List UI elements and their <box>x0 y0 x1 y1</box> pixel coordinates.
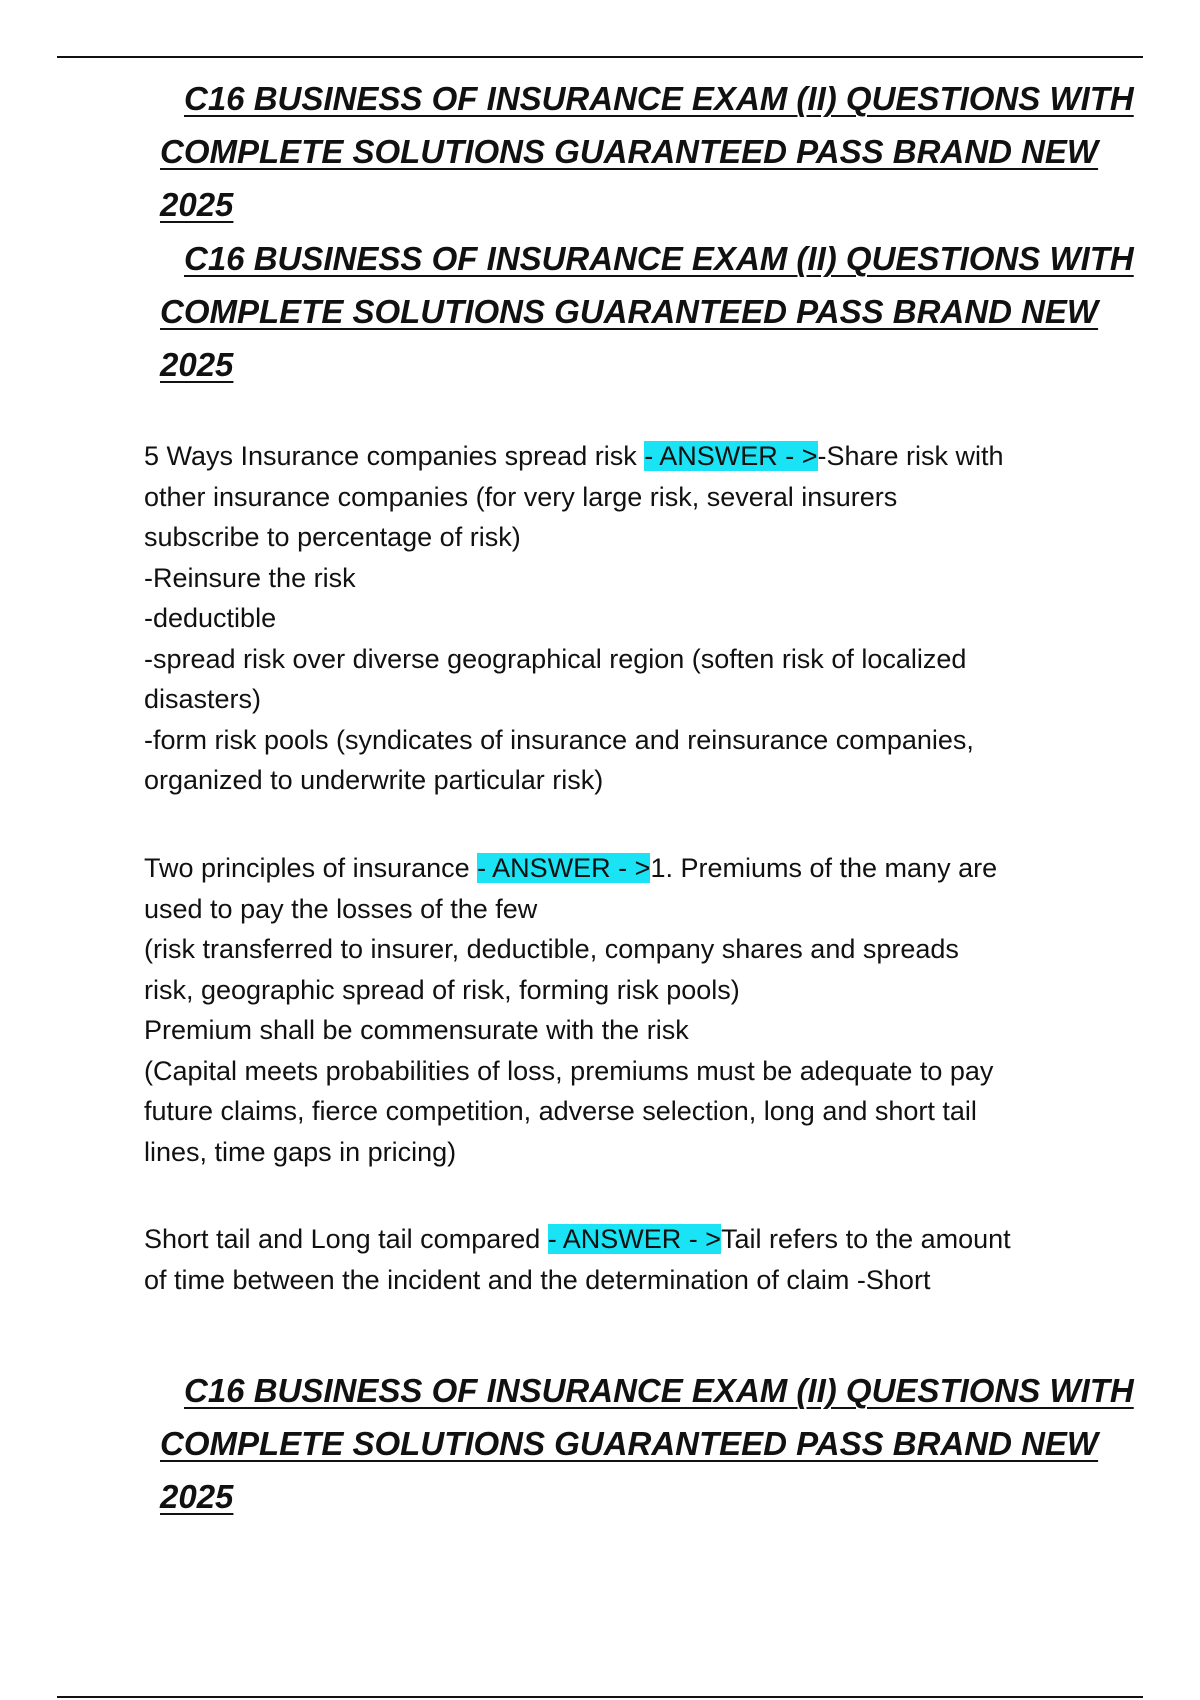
bottom-rule <box>57 1696 1143 1698</box>
title-line: COMPLETE SOLUTIONS GUARANTEED PASS BRAND NEW <box>160 1425 1099 1462</box>
qa-first-line <box>144 1219 1104 1260</box>
answer-text: 1. Premiums of the many are <box>650 853 998 883</box>
answer-line: -form risk pools (syndicates of insurance and reinsurance companies, <box>144 724 974 755</box>
answer-line: -deductible <box>144 603 277 633</box>
title-line: C16 BUSINESS OF INSURANCE EXAM (II) QUESTIONS WITH <box>184 1372 1134 1409</box>
question-text: Short tail and Long tail compared <box>144 1224 548 1254</box>
document-title-3 <box>160 1364 1134 1523</box>
answer-line: risk, geographic spread of risk, forming risk pools) <box>144 974 740 1005</box>
answer-line: lines, time gaps in pricing) <box>144 1136 457 1167</box>
answer-marker: - ANSWER - > <box>547 1224 722 1254</box>
answer-line: subscribe to percentage of risk) <box>144 522 521 552</box>
question-text: Two principles of insurance <box>144 853 478 883</box>
answer-line: -spread risk over diverse geographical region (soften risk of localized <box>144 643 967 674</box>
qa-item-spread-risk <box>144 436 1104 801</box>
answer-line: -Reinsure the risk <box>144 562 356 593</box>
title-line: C16 BUSINESS OF INSURANCE EXAM (II) QUESTIONS WITH <box>184 80 1134 117</box>
answer-line: used to pay the losses of the few <box>144 893 538 924</box>
question-text: 5 Ways Insurance companies spread risk <box>144 441 645 471</box>
document-title-1 <box>160 72 1134 231</box>
qa-first-line <box>144 848 1104 889</box>
answer-line: organized to underwrite particular risk) <box>144 765 604 795</box>
answer-line: future claims, fierce competition, adverse selection, long and short tail <box>144 1096 977 1126</box>
qa-item-tail <box>144 1219 1104 1300</box>
qa-first-line <box>144 436 1104 477</box>
document-title-2 <box>160 232 1134 391</box>
answer-line: of time between the incident and the determination of claim -Short <box>144 1264 931 1295</box>
answer-line: other insurance companies (for very large risk, several insurers <box>144 481 898 512</box>
answer-marker: - ANSWER - > <box>644 441 818 471</box>
title-line: 2025 <box>160 1478 234 1515</box>
answer-line: Premium shall be commensurate with the risk <box>144 1015 689 1045</box>
title-line: COMPLETE SOLUTIONS GUARANTEED PASS BRAND NEW <box>160 133 1099 170</box>
top-rule <box>57 56 1143 58</box>
title-line: 2025 <box>160 346 234 383</box>
answer-text: Tail refers to the amount <box>721 1224 1011 1254</box>
answer-text: -Share risk with <box>817 441 1004 471</box>
answer-line: (Capital meets probabilities of loss, premiums must be adequate to pay <box>144 1055 994 1086</box>
answer-line: (risk transferred to insurer, deductible, company shares and spreads <box>144 934 959 964</box>
answer-marker: - ANSWER - > <box>477 853 651 883</box>
qa-item-principles <box>144 848 1104 1172</box>
title-line: COMPLETE SOLUTIONS GUARANTEED PASS BRAND NEW <box>160 293 1099 330</box>
answer-line: disasters) <box>144 684 262 714</box>
title-line: C16 BUSINESS OF INSURANCE EXAM (II) QUESTIONS WITH <box>184 240 1134 277</box>
title-line: 2025 <box>160 186 234 223</box>
